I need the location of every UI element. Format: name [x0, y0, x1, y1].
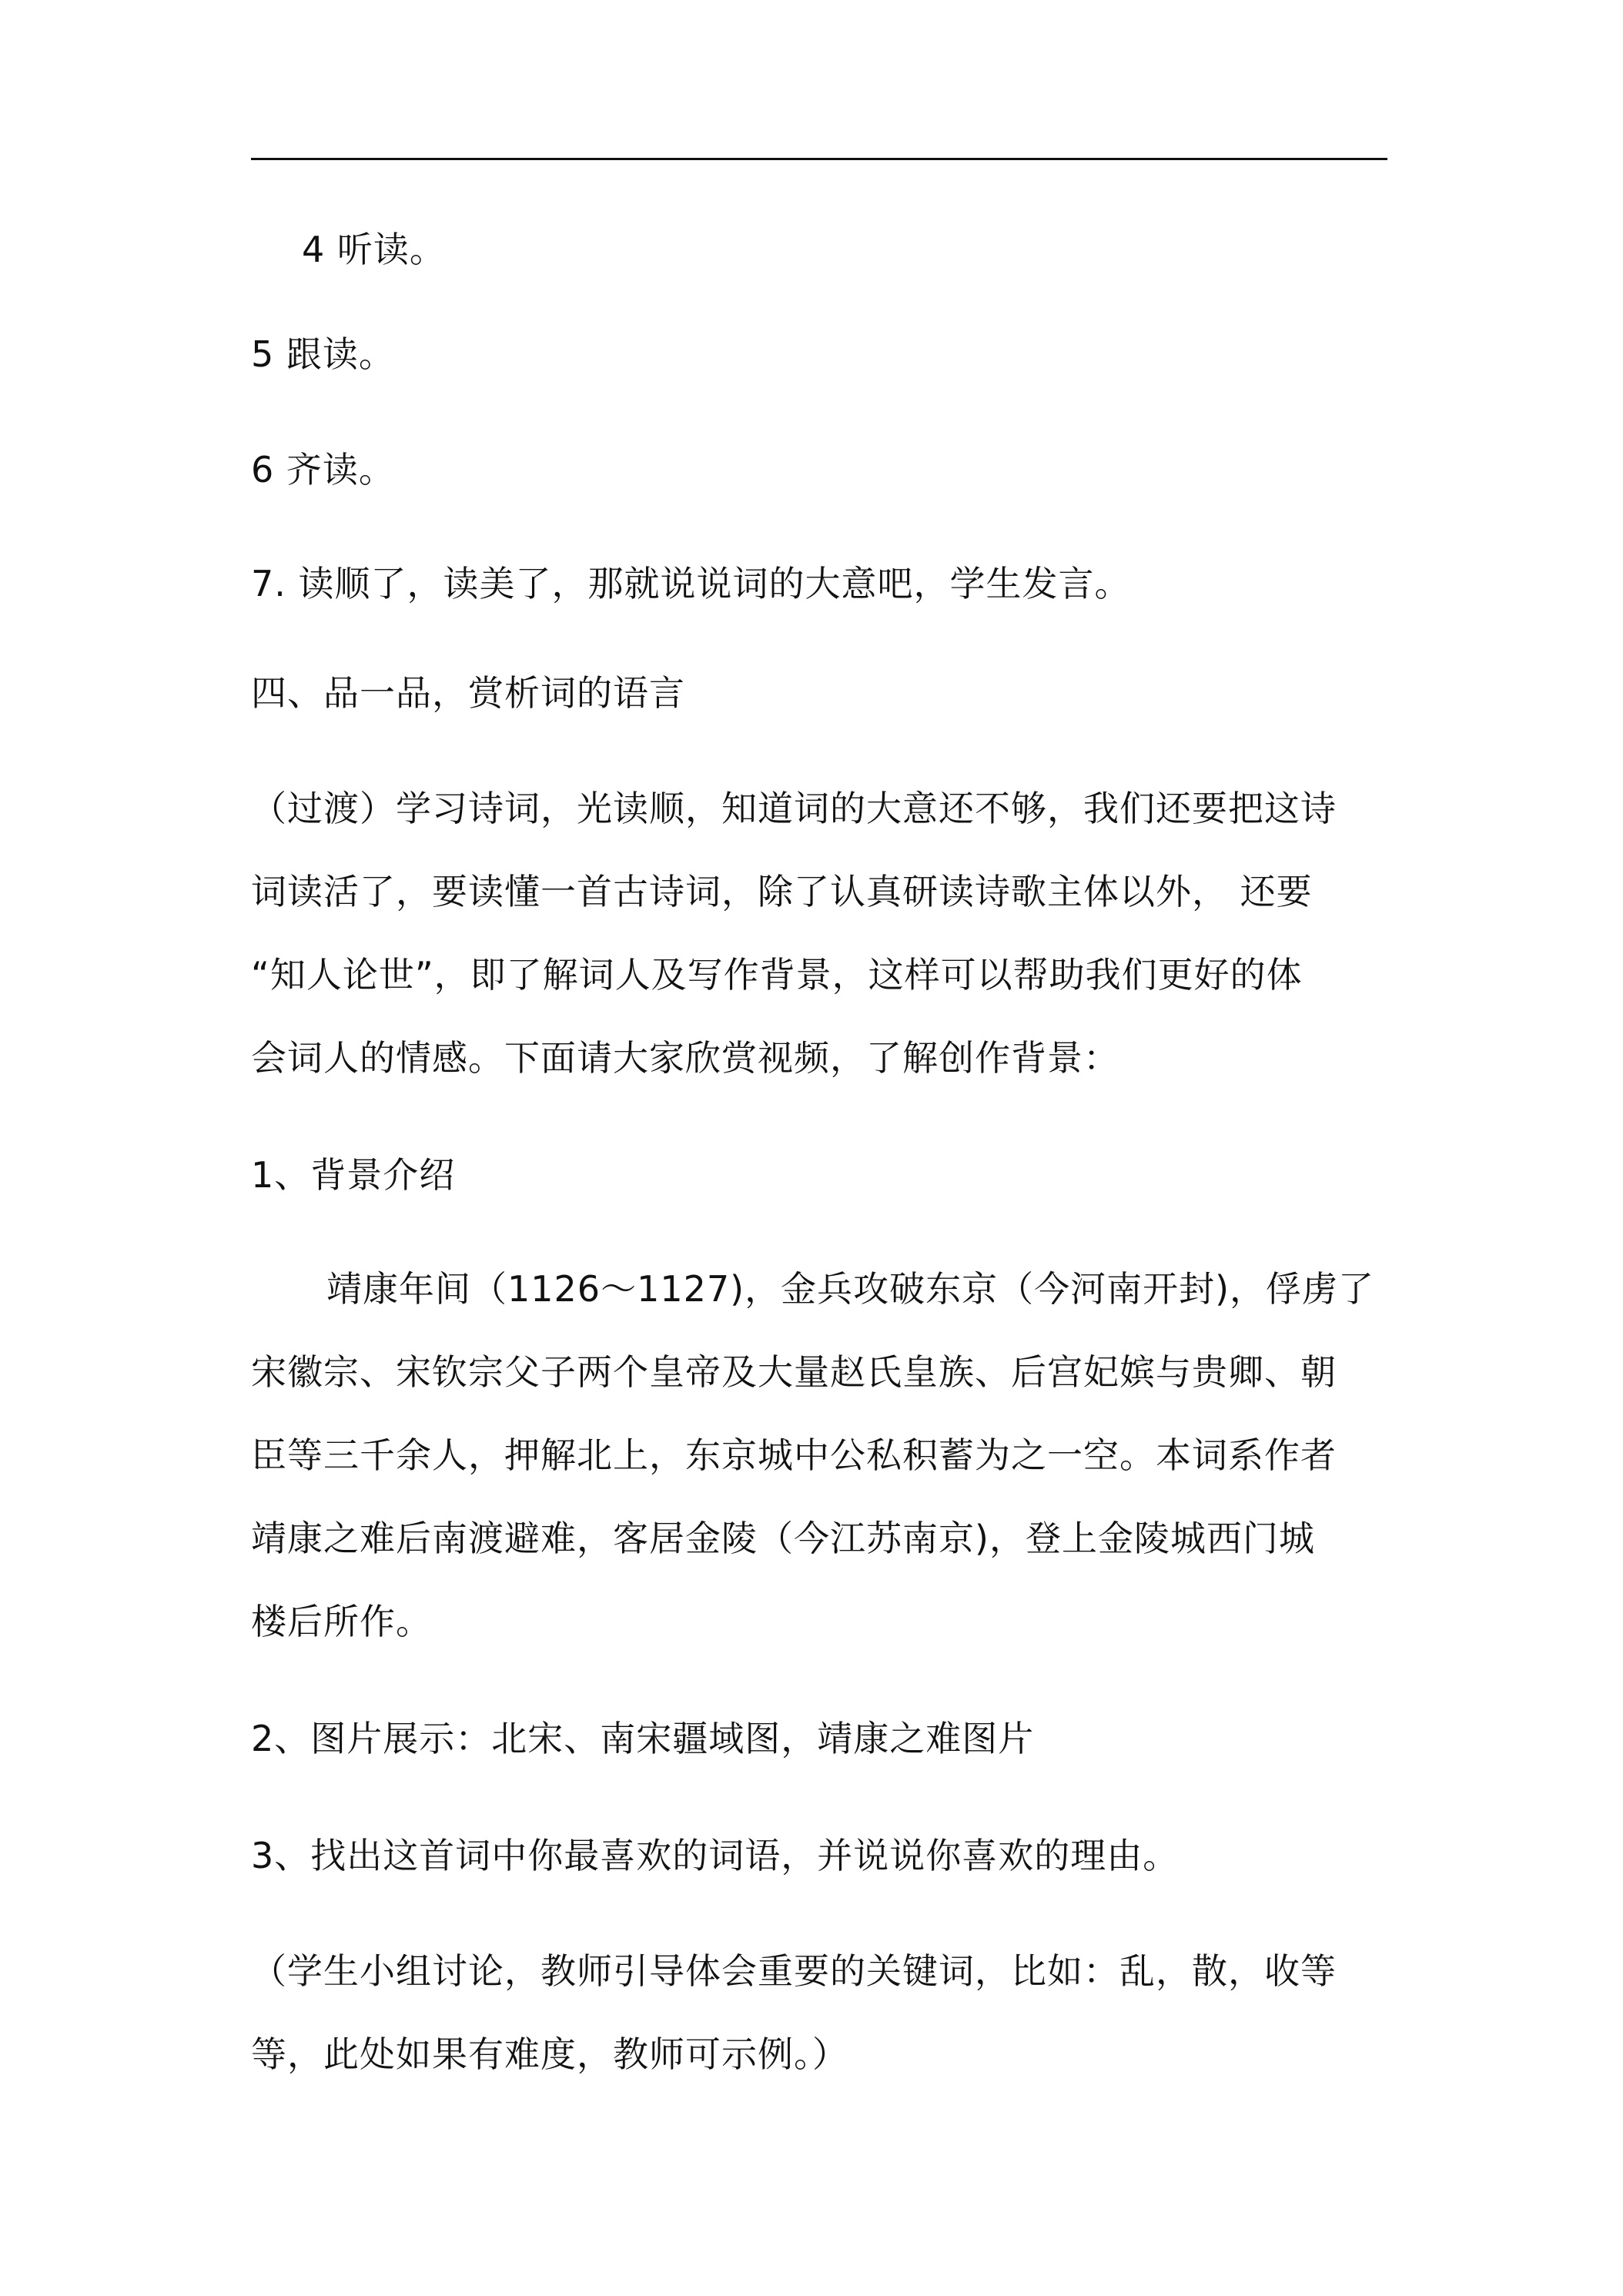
step-4-listen: 4 听读。	[302, 229, 446, 270]
transition-paragraph-line-2: 词读活了，要读懂一首古诗词，除了认真研读诗歌主体以外， 还要	[251, 871, 1313, 912]
background-paragraph-line-2: 宋徽宗、宋钦宗父子两个皇帝及大量赵氏皇族、后宫妃嫔与贵卿、朝	[251, 1351, 1337, 1393]
transition-paragraph-line-3: “知人论世”，即了解词人及写作背景，这样可以帮助我们更好的体	[251, 954, 1303, 996]
background-paragraph-line-4: 靖康之难后南渡避难，客居金陵（今江苏南京)，登上金陵城西门城	[251, 1518, 1315, 1559]
step-5-follow-read: 5 跟读。	[251, 333, 395, 375]
subheading-background: 1、背景介绍	[251, 1154, 456, 1196]
discussion-paragraph-line-2: 等，此处如果有难度，教师可示例。）	[251, 2033, 848, 2075]
background-paragraph-line-1: 靖康年间（1126～1127)，金兵攻破东京（今河南开封)，俘虏了	[326, 1268, 1375, 1310]
background-paragraph-line-5: 楼后所作。	[251, 1601, 432, 1642]
step-6-read-together: 6 齐读。	[251, 449, 395, 490]
transition-paragraph-line-1: （过渡）学习诗词，光读顺，知道词的大意还不够，我们还要把这诗	[251, 788, 1337, 829]
background-paragraph-line-3: 臣等三千余人，押解北上，东京城中公私积蓄为之一空。本词系作者	[251, 1434, 1337, 1476]
item-2-images: 2、图片展示：北宋、南宋疆域图，靖康之难图片	[251, 1718, 1035, 1759]
discussion-paragraph-line-1: （学生小组讨论，教师引导体会重要的关键词，比如：乱，散，收等	[251, 1950, 1337, 1992]
section-heading-4: 四、品一品，赏析词的语言	[251, 672, 685, 714]
header-rule	[251, 158, 1387, 160]
transition-paragraph-line-4: 会词人的情感。下面请大家欣赏视频，了解创作背景：	[251, 1037, 1119, 1079]
item-3-favorite-words: 3、找出这首词中你最喜欢的词语，并说说你喜欢的理由。	[251, 1835, 1180, 1876]
step-7-meaning: 7. 读顺了，读美了，那就说说词的大意吧，学生发言。	[251, 563, 1131, 604]
